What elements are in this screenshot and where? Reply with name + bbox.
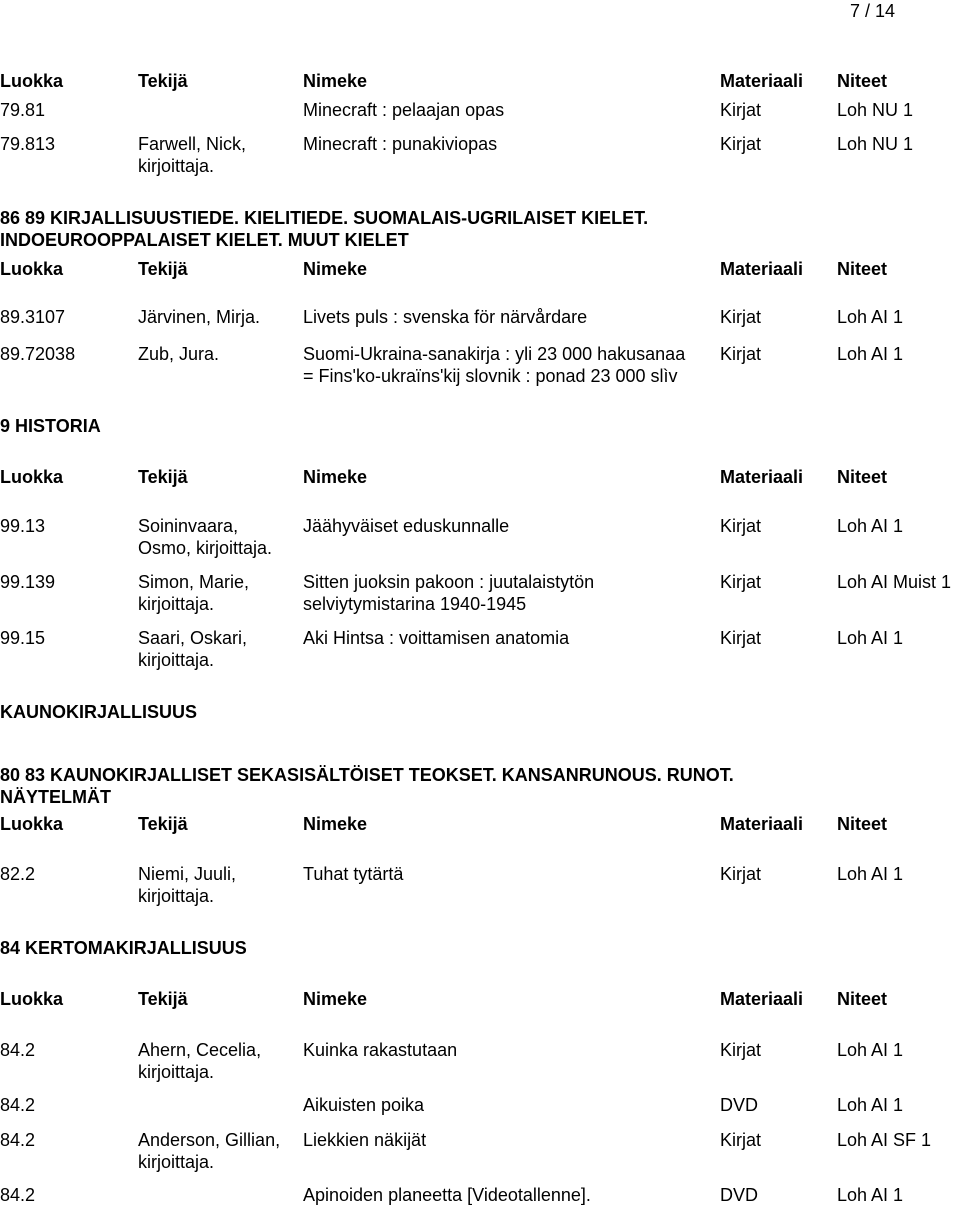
section-heading: [0, 207, 960, 251]
column-header-luokka: Luokka: [0, 467, 64, 487]
column-header-nimeke: Nimeke: [303, 71, 368, 91]
cell-nimeke-line: Aikuisten poika: [303, 1095, 425, 1115]
cell-nimeke-line: Liekkien näkijät: [303, 1130, 427, 1150]
cell-nimeke: [303, 863, 403, 885]
cell-materiaali: Kirjat: [720, 1130, 762, 1150]
cell-luokka: 79.81: [0, 100, 46, 120]
cell-materiaali: Kirjat: [720, 864, 762, 884]
cell-luokka: 79.813: [0, 134, 56, 154]
section-heading-line: 9 HISTORIA: [0, 416, 101, 436]
section-heading-line: INDOEUROOPPALAISET KIELET. MUUT KIELET: [0, 230, 409, 250]
cell-materiaali: Kirjat: [720, 307, 762, 327]
cell-materiaali: Kirjat: [720, 134, 762, 154]
cell-nimeke-line: = Fins'ko-ukraïns'kij slovnik : ponad 23 000 slìv: [303, 366, 678, 386]
cell-materiaali: DVD: [720, 1095, 759, 1115]
cell-nimeke: [303, 627, 569, 649]
column-header-nimeke: Nimeke: [303, 467, 368, 487]
column-header-materiaali: Materiaali: [720, 259, 804, 279]
cell-tekija-line: Osmo, kirjoittaja.: [138, 538, 273, 558]
cell-nimeke-line: Suomi-Ukraina-sanakirja : yli 23 000 hakusanaa: [303, 344, 686, 364]
column-header-tekija: Tekijä: [138, 989, 188, 1009]
cell-tekija-line: Anderson, Gillian,: [138, 1130, 281, 1150]
column-header-nimeke: Nimeke: [303, 259, 368, 279]
column-header-niteet: Niteet: [837, 467, 888, 487]
cell-luokka: 89.72038: [0, 344, 76, 364]
cell-niteet: Loh AI 1: [837, 344, 904, 364]
cell-nimeke-line: Tuhat tytärtä: [303, 864, 404, 884]
column-header-row: [0, 466, 960, 488]
cell-nimeke: [303, 571, 594, 615]
column-header-materiaali: Materiaali: [720, 814, 804, 834]
cell-nimeke-line: Minecraft : pelaajan opas: [303, 100, 505, 120]
column-header-tekija: Tekijä: [138, 814, 188, 834]
page-number: 7 / 14: [850, 1, 896, 21]
cell-tekija-line: Farwell, Nick,: [138, 134, 247, 154]
cell-materiaali: Kirjat: [720, 1040, 762, 1060]
cell-tekija-line: kirjoittaja.: [138, 650, 215, 670]
cell-niteet: Loh AI 1: [837, 1040, 904, 1060]
section-heading-line: NÄYTELMÄT: [0, 787, 111, 807]
cell-materiaali: DVD: [720, 1185, 759, 1205]
cell-tekija: [138, 627, 247, 671]
cell-luokka: 84.2: [0, 1185, 36, 1205]
cell-niteet: Loh AI 1: [837, 1095, 904, 1115]
cell-tekija: [138, 306, 260, 328]
cell-luokka: 99.13: [0, 516, 46, 536]
cell-nimeke: [303, 1129, 426, 1151]
cell-tekija: [138, 133, 246, 177]
column-header-luokka: Luokka: [0, 989, 64, 1009]
column-header-materiaali: Materiaali: [720, 71, 804, 91]
column-header-niteet: Niteet: [837, 259, 888, 279]
cell-nimeke: [303, 1039, 457, 1061]
cell-luokka: 99.15: [0, 628, 46, 648]
column-header-nimeke: Nimeke: [303, 989, 368, 1009]
cell-niteet: Loh AI 1: [837, 516, 904, 536]
cell-tekija-line: kirjoittaja.: [138, 156, 215, 176]
column-header-tekija: Tekijä: [138, 71, 188, 91]
cell-tekija: [138, 515, 272, 559]
column-header-nimeke: Nimeke: [303, 814, 368, 834]
cell-tekija: [138, 1039, 261, 1083]
cell-materiaali: Kirjat: [720, 572, 762, 592]
section-heading: [0, 415, 960, 437]
cell-luokka: 89.3107: [0, 307, 66, 327]
cell-niteet: Loh AI SF 1: [837, 1130, 932, 1150]
cell-niteet: Loh NU 1: [837, 134, 914, 154]
cell-tekija: [138, 571, 249, 615]
column-header-materiaali: Materiaali: [720, 989, 804, 1009]
column-header-row: [0, 988, 960, 1010]
cell-luokka: 84.2: [0, 1040, 36, 1060]
section-heading-line: 80 83 KAUNOKIRJALLISET SEKASISÄLTÖISET TEOKSET. KANSANRUNOUS. RUNOT.: [0, 765, 734, 785]
column-header-niteet: Niteet: [837, 814, 888, 834]
cell-nimeke: [303, 306, 587, 328]
column-header-niteet: Niteet: [837, 989, 888, 1009]
cell-nimeke-line: selviytymistarina 1940-1945: [303, 594, 527, 614]
cell-nimeke-line: Kuinka rakastutaan: [303, 1040, 458, 1060]
column-header-luokka: Luokka: [0, 71, 64, 91]
column-header-row: [0, 258, 960, 280]
cell-tekija-line: Zub, Jura.: [138, 344, 220, 364]
section-heading-line: KAUNOKIRJALLISUUS: [0, 702, 198, 722]
cell-nimeke: [303, 1094, 424, 1116]
cell-niteet: Loh NU 1: [837, 100, 914, 120]
cell-tekija-line: Niemi, Juuli,: [138, 864, 237, 884]
cell-luokka: 99.139: [0, 572, 56, 592]
cell-luokka: 82.2: [0, 864, 36, 884]
cell-tekija: [138, 863, 236, 907]
cell-nimeke-line: Jäähyväiset eduskunnalle: [303, 516, 510, 536]
cell-materiaali: Kirjat: [720, 100, 762, 120]
cell-nimeke: [303, 343, 685, 387]
section-heading-line: 86 89 KIRJALLISUUSTIEDE. KIELITIEDE. SUOMALAIS-UGRILAISET KIELET.: [0, 208, 649, 228]
column-header-luokka: Luokka: [0, 814, 64, 834]
cell-niteet: Loh AI 1: [837, 628, 904, 648]
cell-tekija-line: Järvinen, Mirja.: [138, 307, 261, 327]
cell-nimeke: [303, 99, 504, 121]
column-header-luokka: Luokka: [0, 259, 64, 279]
cell-luokka: 84.2: [0, 1095, 36, 1115]
cell-nimeke-line: Sitten juoksin pakoon : juutalaistytön: [303, 572, 595, 592]
cell-tekija-line: Ahern, Cecelia,: [138, 1040, 262, 1060]
cell-niteet: Loh AI Muist 1: [837, 572, 952, 592]
cell-niteet: Loh AI 1: [837, 864, 904, 884]
cell-niteet: Loh AI 1: [837, 307, 904, 327]
column-header-row: [0, 813, 960, 835]
cell-tekija-line: kirjoittaja.: [138, 886, 215, 906]
column-header-tekija: Tekijä: [138, 467, 188, 487]
cell-tekija: [138, 343, 219, 365]
cell-tekija-line: kirjoittaja.: [138, 1062, 215, 1082]
cell-tekija-line: Simon, Marie,: [138, 572, 250, 592]
cell-niteet: Loh AI 1: [837, 1185, 904, 1205]
cell-tekija-line: Saari, Oskari,: [138, 628, 248, 648]
section-heading: [0, 701, 960, 723]
cell-nimeke-line: Apinoiden planeetta [Videotallenne].: [303, 1185, 591, 1205]
cell-luokka: 84.2: [0, 1130, 36, 1150]
cell-materiaali: Kirjat: [720, 344, 762, 364]
column-header-row: [0, 70, 960, 92]
column-header-tekija: Tekijä: [138, 259, 188, 279]
cell-nimeke: [303, 1184, 591, 1206]
section-heading: [0, 764, 960, 808]
cell-nimeke: [303, 515, 509, 537]
cell-nimeke-line: Aki Hintsa : voittamisen anatomia: [303, 628, 570, 648]
cell-tekija-line: kirjoittaja.: [138, 1152, 215, 1172]
column-header-niteet: Niteet: [837, 71, 888, 91]
column-header-materiaali: Materiaali: [720, 467, 804, 487]
cell-materiaali: Kirjat: [720, 628, 762, 648]
cell-nimeke: [303, 133, 497, 155]
cell-nimeke-line: Livets puls : svenska för närvårdare: [303, 307, 588, 327]
cell-materiaali: Kirjat: [720, 516, 762, 536]
cell-tekija-line: kirjoittaja.: [138, 594, 215, 614]
cell-tekija-line: Soininvaara,: [138, 516, 239, 536]
section-heading-line: 84 KERTOMAKIRJALLISUUS: [0, 938, 247, 958]
cell-tekija: [138, 1129, 280, 1173]
cell-nimeke-line: Minecraft : punakiviopas: [303, 134, 498, 154]
section-heading: [0, 937, 960, 959]
